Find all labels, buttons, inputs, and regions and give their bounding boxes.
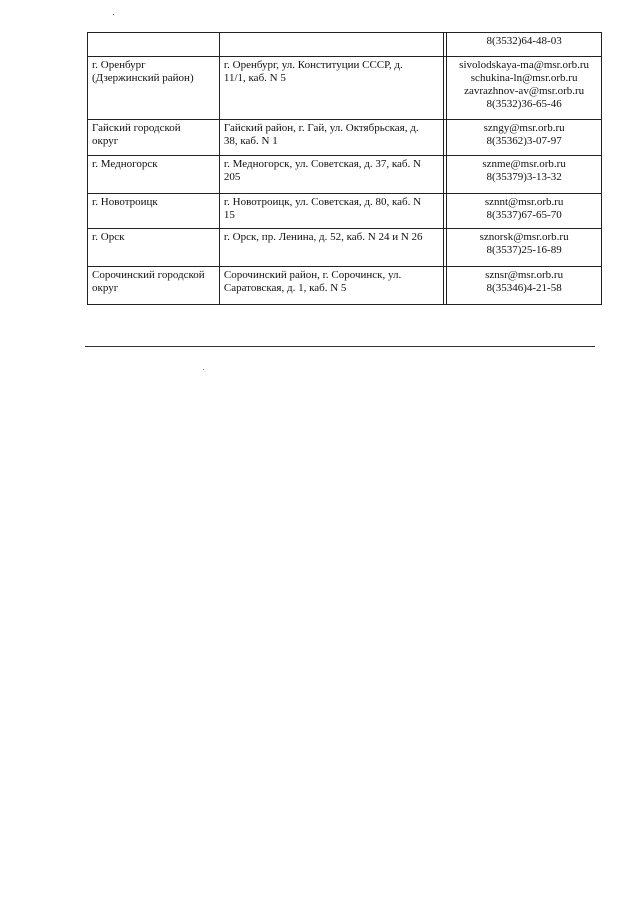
contact-cell-line: 8(35346)4-21-58 — [486, 282, 562, 294]
address-cell-line: г. Медногорск, ул. Советская, д. 37, каб. N — [223, 158, 421, 170]
area-cell-line: г. Медногорск — [92, 158, 158, 170]
address-cell — [219, 57, 443, 120]
area-cell — [88, 229, 220, 267]
table-row — [88, 120, 602, 156]
contact-cell-line: 8(3532)36-65-46 — [486, 98, 562, 110]
contact-cell-line: sivolodskaya-ma@msr.orb.ru — [459, 59, 590, 71]
area-cell — [88, 120, 220, 156]
address-cell — [219, 194, 443, 229]
contact-cell — [447, 267, 602, 305]
contact-cell — [447, 57, 602, 120]
contact-cell-line: szngy@msr.orb.ru — [483, 122, 565, 134]
table-row — [88, 33, 602, 57]
address-cell-line: г. Орск, пр. Ленина, д. 52, каб. N 24 и N 26 — [223, 231, 423, 243]
area-cell-line: Сорочинский городской — [92, 269, 205, 281]
contact-cell-line: sznsr@msr.orb.ru — [485, 269, 564, 281]
scan-speck — [113, 14, 114, 15]
table-row — [88, 267, 602, 305]
contacts-table — [87, 32, 602, 305]
contact-cell-line: zavrazhnov-av@msr.orb.ru — [464, 85, 585, 97]
table-row — [88, 229, 602, 267]
contact-cell-line: 8(35379)3-13-32 — [486, 171, 562, 183]
area-cell-line: г. Оренбург — [92, 59, 146, 71]
address-cell-line: Саратовская, д. 1, каб. N 5 — [223, 282, 347, 294]
contact-cell-line: 8(35362)3-07-97 — [486, 135, 562, 147]
area-cell-line: округ — [92, 135, 119, 147]
area-cell-line: г. Орск — [92, 231, 125, 243]
table-row — [88, 194, 602, 229]
address-cell-line: Сорочинский район, г. Сорочинск, ул. — [223, 269, 402, 281]
area-cell — [88, 33, 220, 57]
scan-speck — [203, 369, 204, 370]
address-cell-line: 11/1, каб. N 5 — [223, 72, 286, 84]
contact-cell — [447, 156, 602, 194]
address-cell-line: г. Оренбург, ул. Конституции СССР, д. — [223, 59, 403, 71]
contact-cell — [447, 33, 602, 57]
contact-cell-line: sznme@msr.orb.ru — [482, 158, 566, 170]
area-cell — [88, 156, 220, 194]
area-cell — [88, 57, 220, 120]
contact-cell — [447, 120, 602, 156]
contact-cell-line: 8(3537)25-16-89 — [486, 244, 562, 256]
area-cell-line: округ — [92, 282, 119, 294]
address-cell — [219, 267, 443, 305]
area-cell-line: Гайский городской — [92, 122, 181, 134]
address-cell — [219, 229, 443, 267]
address-cell — [219, 156, 443, 194]
contact-cell-line: 8(3532)64-48-03 — [486, 35, 562, 47]
table-row — [88, 57, 602, 120]
contact-cell-line: schukina-ln@msr.orb.ru — [470, 72, 578, 84]
contact-cell — [447, 194, 602, 229]
address-cell-line: г. Новотроицк, ул. Советская, д. 80, каб. N — [223, 196, 422, 208]
contact-cell — [447, 229, 602, 267]
contact-cell-line: sznnt@msr.orb.ru — [484, 196, 564, 208]
address-cell-line: 205 — [223, 171, 241, 183]
address-cell-line: 38, каб. N 1 — [223, 135, 278, 147]
address-cell — [219, 33, 443, 57]
footer-divider — [85, 346, 595, 347]
area-cell-line: (Дзержинский район) — [92, 72, 194, 84]
contact-cell-line: sznorsk@msr.orb.ru — [479, 231, 569, 243]
table-row — [88, 156, 602, 194]
address-cell — [219, 120, 443, 156]
contact-cell-line: 8(3537)67-65-70 — [486, 209, 562, 221]
contacts-table-body — [88, 33, 602, 305]
area-cell-line: г. Новотроицк — [92, 196, 158, 208]
address-cell-line: Гайский район, г. Гай, ул. Октябрьская, д. — [223, 122, 419, 134]
area-cell — [88, 267, 220, 305]
address-cell-line: 15 — [223, 209, 235, 221]
area-cell — [88, 194, 220, 229]
